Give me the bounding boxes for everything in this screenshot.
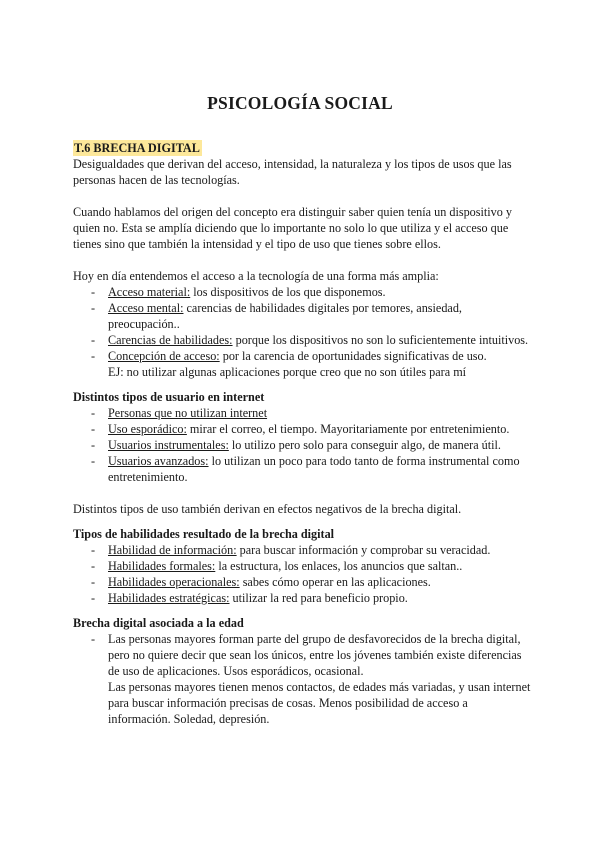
list-item-text: carencias de habilidades digitales por temores, ansiedad, preocupación..	[108, 301, 462, 331]
list-item-term: Habilidades formales:	[108, 559, 216, 573]
list-item-term: Habilidades operacionales:	[108, 575, 240, 589]
list-item-term: Habilidades estratégicas:	[108, 591, 230, 605]
list-item-text: mirar el correo, el tiempo. Mayoritariamente por entretenimiento.	[186, 422, 510, 436]
section-heading: T.6 BRECHA DIGITAL	[74, 141, 200, 155]
page-title: PSICOLOGÍA SOCIAL	[207, 93, 393, 113]
list-item-term: Habilidad de información:	[108, 543, 237, 557]
list-item-text: porque los dispositivos no son lo suficientemente intuitivos.	[232, 333, 529, 347]
access-list	[73, 284, 533, 380]
list-item	[73, 332, 533, 348]
list-item-term: Usuarios avanzados:	[108, 454, 209, 468]
list-item-text: la estructura, los enlaces, los anuncios que saltan..	[215, 559, 463, 573]
list-item	[73, 453, 533, 485]
intro-paragraph: Desigualdades que derivan del acceso, intensidad, la naturaleza y los tipos de usos que las personas hacen de las tecnologías.	[73, 157, 512, 187]
list-item	[73, 558, 533, 574]
list-item	[73, 437, 533, 453]
list-item	[73, 631, 533, 679]
list-item	[73, 421, 533, 437]
users-heading: Distintos tipos de usuario en internet	[73, 390, 265, 404]
list-item	[73, 574, 533, 590]
list-item-text: para buscar información y comprobar su veracidad.	[236, 543, 491, 557]
users-list	[73, 405, 533, 485]
document-body	[73, 140, 533, 727]
access-intro: Hoy en día entendemos el acceso a la tecnología de una forma más amplia:	[73, 269, 439, 283]
list-item-term: Personas que no utilizan internet	[108, 406, 268, 420]
list-item-term: Uso esporádico:	[108, 422, 187, 436]
list-item-term: Acceso material:	[108, 285, 191, 299]
list-item-text: lo utilizo pero solo para conseguir algo, de manera útil.	[228, 438, 501, 452]
age-list	[73, 631, 533, 679]
list-item-text: utilizar la red para beneficio propio.	[229, 591, 408, 605]
skills-list	[73, 542, 533, 606]
list-item-text: Las personas mayores forman parte del grupo de desfavorecidos de la brecha digital, pero no quiere decir que sean los únicos, entre los jóvenes también existe diferencias de uso de aplicaciones. Usos esporádicos, ocasional.	[108, 632, 522, 678]
list-item-term: Concepción de acceso:	[108, 349, 220, 363]
list-item-text: los dispositivos de los que disponemos.	[190, 285, 386, 299]
list-item-text: por la carencia de oportunidades significativas de uso.	[219, 349, 487, 363]
list-item-term: Acceso mental:	[108, 301, 184, 315]
list-item	[73, 284, 533, 300]
list-item	[73, 348, 533, 380]
age-continuation: Las personas mayores tienen menos contactos, de edades más variadas, y usan internet para buscar información precisas de cosas. Menos posibilidad de acceso a información. Soledad, depresión.	[108, 680, 531, 726]
age-heading: Brecha digital asociada a la edad	[73, 616, 244, 630]
skills-heading: Tipos de habilidades resultado de la brecha digital	[73, 527, 335, 541]
list-item	[73, 405, 533, 421]
list-item-term: Usuarios instrumentales:	[108, 438, 229, 452]
list-item	[73, 300, 533, 332]
uses-paragraph: Distintos tipos de uso también derivan en efectos negativos de la brecha digital.	[73, 502, 462, 516]
list-item	[73, 542, 533, 558]
origin-paragraph: Cuando hablamos del origen del concepto era distinguir saber quien tenía un dispositivo y quien no. Esta se amplía diciendo que lo importante no solo lo que utiliza y el acceso que tienes sino que también la intensidad y el tipo de uso que tienes sobre ellos.	[73, 205, 512, 251]
list-item-term: Carencias de habilidades:	[108, 333, 233, 347]
list-item-example: EJ: no utilizar algunas aplicaciones porque creo que no son útiles para mí	[108, 365, 467, 379]
list-item-text: lo utilizan un poco para todo tanto de forma instrumental como entretenimiento.	[108, 454, 520, 484]
list-item	[73, 590, 533, 606]
list-item-text: sabes cómo operar en las aplicaciones.	[239, 575, 431, 589]
